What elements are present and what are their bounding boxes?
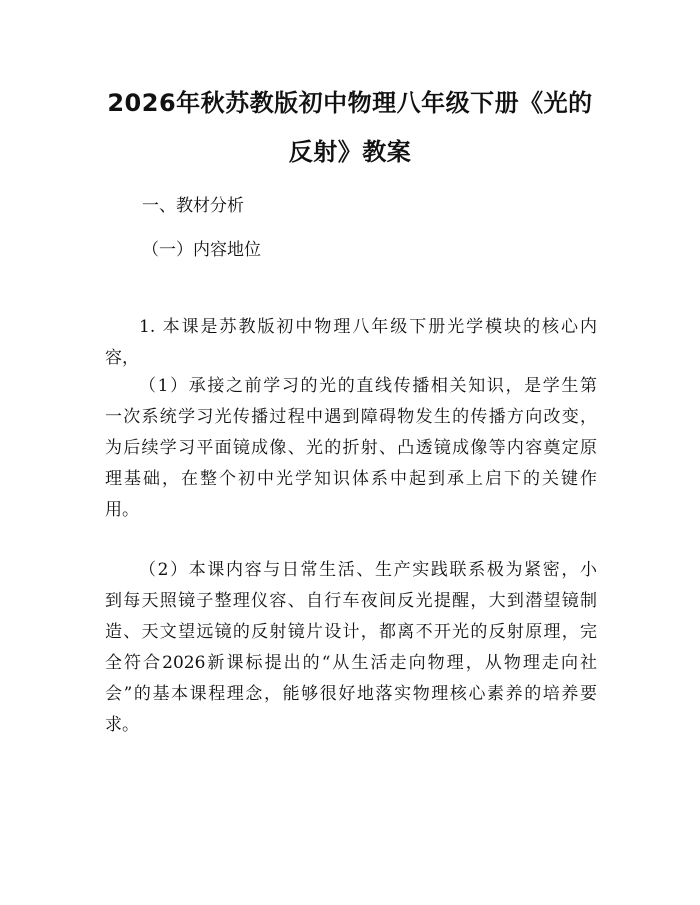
paragraph-2-line: （2）本课内容与日常生活、生产实践联系极为紧密，小 — [139, 560, 597, 580]
document-title-line-1: 2026年秋苏教版初中物理八年级下册《光的 — [107, 89, 593, 117]
paragraph-1-line: （1）承接之前学习的光的直线传播相关知识，是学生第 — [139, 376, 597, 396]
paragraph-1 — [105, 371, 597, 526]
point-1-paragraph — [105, 312, 597, 374]
paragraph-1-line: 为后续学习平面镜成像、光的折射、凸透镜成像等内容奠定原 — [105, 438, 597, 458]
subsection-heading: （一）内容地位 — [142, 240, 261, 260]
section-heading: 一、教材分析 — [142, 196, 244, 216]
paragraph-2-line: 到每天照镜子整理仪容、自行车夜间反光提醒，大到潜望镜制 — [105, 591, 597, 611]
paragraph-2-line: 求。 — [105, 715, 139, 735]
point-1-line: 1. 本课是苏教版初中物理八年级下册光学模块的核心内 — [139, 317, 597, 337]
paragraph-2-line: 造、天文望远镜的反射镜片设计，都离不开光的反射原理，完 — [105, 622, 597, 642]
point-1-line: 容， — [105, 348, 139, 368]
paragraph-2-line: 全符合2026新课标提出的“从生活走向物理，从物理走向社 — [105, 653, 597, 673]
document-title-line-2: 反射》教案 — [288, 138, 412, 166]
paragraph-1-line: 一次系统学习光传播过程中遇到障碍物发生的传播方向改变， — [105, 407, 597, 427]
paragraph-1-line: 用。 — [105, 500, 139, 520]
paragraph-2 — [105, 555, 597, 741]
paragraph-1-line: 理基础，在整个初中光学知识体系中起到承上启下的关键作 — [105, 469, 597, 489]
paragraph-2-line: 会”的基本课程理念，能够很好地落实物理核心素养的培养要 — [105, 684, 597, 704]
